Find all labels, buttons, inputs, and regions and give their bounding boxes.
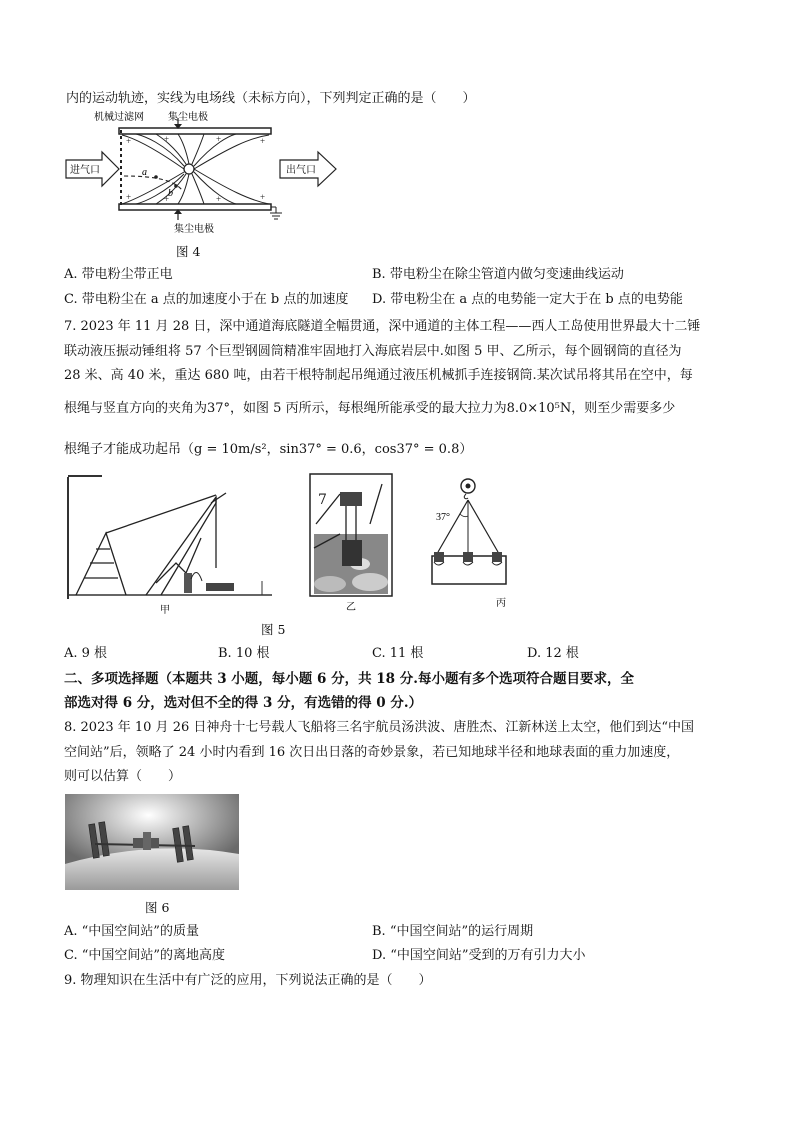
svg-text:+: + [126, 136, 132, 146]
svg-text:+: + [216, 194, 222, 204]
fig5-label-bing: 丙 [496, 598, 506, 609]
fig4-label-outlet: 出气口 [286, 165, 316, 176]
fig4-label-a: a [142, 167, 147, 178]
q8-option-c: C. “中国空间站”的离地高度 [64, 948, 226, 963]
q8-line-1: 8. 2023 年 10 月 26 日神舟十七号载人飞船将三名宇航员汤洪波、唐胜杰、江新林送上太空，他们到达“中国 [64, 720, 695, 735]
q7-option-a: A. 9 根 [64, 646, 108, 661]
q7-line-4: 根绳与竖直方向的夹角为37°，如图 5 丙所示，每根绳所能承受的最大拉力为8.0×10⁵N，则至少需要多少 [64, 401, 676, 416]
q7-line-2: 联动液压振动锤组将 57 个巨型钢圆筒精准牢固地打入海底岩层中.如图 5 甲、乙所示，每个圆钢筒的直径为 [64, 344, 682, 359]
svg-text:+: + [260, 192, 266, 202]
fig5-label-angle: 37° [436, 512, 450, 523]
fig4-label-bottom: 集尘电极 [174, 224, 214, 235]
q8-option-a: A. “中国空间站”的质量 [64, 924, 199, 939]
q7-line-1: 7. 2023 年 11 月 28 日，深中通道海底隧道全幅贯通，深中通道的主体工程——西人工岛使用世界最大十二锤 [64, 319, 701, 334]
q7-option-b: B. 10 根 [218, 646, 270, 661]
figure-4-dust-collector [64, 108, 354, 248]
q8-option-d: D. “中国空间站”受到的万有引力大小 [372, 948, 586, 963]
fig5-label-jia: 甲 [160, 605, 170, 616]
q6-option-c: C. 带电粉尘在 a 点的加速度小于在 b 点的加速度 [64, 292, 349, 307]
figure-4-caption: 图 4 [176, 244, 201, 259]
q8-option-b: B. “中国空间站”的运行周期 [372, 924, 534, 939]
q6-option-a: A. 带电粉尘带正电 [64, 267, 173, 282]
q7-line-3: 28 米、高 40 米，重达 680 吨，由若干根特制起吊绳通过液压机械抓手连接钢筒.某次试吊将其吊在空中，每 [64, 368, 693, 383]
section-2-heading-line-2: 部选对得 6 分，选对但不全的得 3 分，有选错的得 0 分.） [64, 695, 423, 711]
svg-text:+: + [216, 134, 222, 144]
fig4-label-inlet: 进气口 [70, 165, 100, 176]
svg-text:+: + [164, 194, 170, 204]
svg-text:+: + [164, 134, 170, 144]
q8-line-3: 则可以估算（ ） [64, 769, 182, 784]
figure-5-caption: 图 5 [261, 622, 286, 637]
svg-text:+: + [126, 192, 132, 202]
svg-text:+: + [260, 136, 266, 146]
fig4-label-filter: 机械过滤网 [94, 112, 144, 123]
q6-option-b: B. 带电粉尘在除尘管道内做匀变速曲线运动 [372, 267, 624, 282]
figure-5-gripper-photo [310, 474, 392, 613]
fig4-label-b: b [168, 188, 173, 199]
q7-line-5: 根绳子才能成功起吊（g = 10m/s²，sin37° = 0.6，cos37° = 0.8） [64, 442, 473, 457]
section-2-heading-line-1: 二、多项选择题（本题共 3 小题，每小题 6 分，共 18 分.每小题有多个选项符合题目要求，全 [64, 671, 634, 687]
q9-line-1: 9. 物理知识在生活中有广泛的应用，下列说法正确的是（ ） [64, 973, 432, 988]
figure-6-caption: 图 6 [145, 900, 170, 915]
q8-line-2: 空间站”后，领略了 24 小时内看到 16 次日出日落的奇妙景象，若已知地球半径和地球表面的重力加速度， [64, 745, 680, 760]
figure-5-rope-diagram [430, 474, 530, 610]
q6-stem-tail: 内的运动轨迹，实线为电场线（未标方向），下列判定正确的是（ ） [66, 91, 476, 106]
fig5-label-yi: 乙 [346, 602, 356, 613]
figure-6-space-station-photo [65, 794, 239, 890]
figure-5-crane-photo [66, 473, 272, 616]
q7-option-d: D. 12 根 [527, 646, 579, 661]
q6-option-d: D. 带电粉尘在 a 点的电势能一定大于在 b 点的电势能 [372, 292, 683, 307]
svg-text:7: 7 [318, 492, 327, 508]
fig4-label-top: 集尘电极 [168, 112, 208, 123]
q7-option-c: C. 11 根 [372, 646, 424, 661]
